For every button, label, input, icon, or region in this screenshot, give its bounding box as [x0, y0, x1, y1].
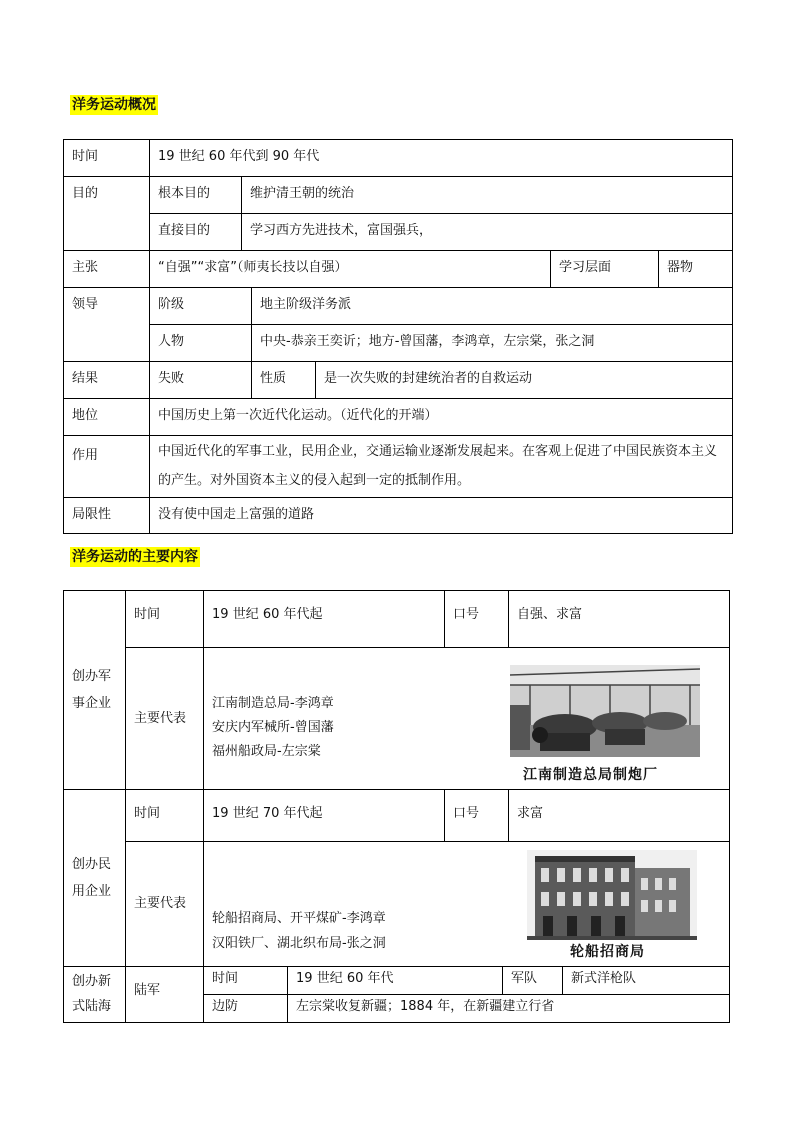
army-troops-label: 军队 [503, 967, 563, 995]
military-time-label: 时间 [126, 591, 204, 648]
military-rep-label: 主要代表 [126, 648, 204, 790]
row-result [64, 362, 733, 399]
row-purpose-root [64, 177, 733, 214]
nature-value: 是一次失败的封建统治者的自救运动 [316, 362, 733, 399]
list-item: 江南制造总局-李鸿章 [212, 696, 334, 711]
civil-time-label: 时间 [126, 790, 204, 842]
purpose-root-label: 根本目的 [150, 177, 242, 214]
row-claim [64, 251, 733, 288]
civil-rep-label: 主要代表 [126, 842, 204, 967]
class-value: 地主阶级洋务派 [252, 288, 733, 325]
civil-label: 创办民用企业 [64, 790, 126, 967]
army-time-value: 19 世纪 60 年代 [288, 967, 503, 995]
border-label: 边防 [204, 995, 288, 1023]
result-label: 结果 [64, 362, 150, 399]
limit-label: 局限性 [64, 498, 150, 534]
merchants-building-photo [527, 850, 697, 940]
result-value: 失败 [150, 362, 252, 399]
civil-time-value: 19 世纪 70 年代起 [204, 790, 445, 842]
status-value: 中国历史上第一次近代化运动。（近代化的开端） [150, 399, 733, 436]
section-heading-overview: 洋务运动概况 [72, 97, 156, 113]
row-time [64, 140, 733, 177]
people-label: 人物 [150, 325, 252, 362]
learn-level-value: 器物 [659, 251, 733, 288]
row-leader-class [64, 288, 733, 325]
arsenal-workshop-photo [510, 665, 700, 757]
effect-label: 作用 [64, 436, 150, 498]
status-label: 地位 [64, 399, 150, 436]
military-time-row [64, 591, 730, 648]
purpose-direct-value: 学习西方先进技术，富国强兵， [242, 214, 733, 251]
army-time-row [64, 967, 730, 995]
limit-value: 没有使中国走上富强的道路 [150, 498, 733, 534]
section-heading-content: 洋务运动的主要内容 [72, 549, 198, 565]
purpose-direct-label: 直接目的 [150, 214, 242, 251]
claim-value: “自强”“求富”（师夷长技以自强） [150, 251, 551, 288]
civil-slogan-label: 口号 [445, 790, 509, 842]
leader-label: 领导 [64, 288, 150, 362]
class-label: 阶级 [150, 288, 252, 325]
list-item: 轮船招商局、开平煤矿-李鸿章 [212, 911, 386, 926]
army-label: 陆军 [126, 967, 204, 1023]
military-time-value: 19 世纪 60 年代起 [204, 591, 445, 648]
row-status [64, 399, 733, 436]
learn-level-label: 学习层面 [551, 251, 659, 288]
claim-label: 主张 [64, 251, 150, 288]
civil-slogan-value: 求富 [509, 790, 730, 842]
army-troops-value: 新式洋枪队 [563, 967, 730, 995]
civil-time-row [64, 790, 730, 842]
merchants-photo-caption: 轮船招商局 [570, 944, 645, 960]
time-value: 19 世纪 60 年代到 90 年代 [150, 140, 733, 177]
row-leader-people [64, 325, 733, 362]
border-value: 左宗棠收复新疆；1884 年，在新疆建立行省 [288, 995, 730, 1023]
effect-value: 中国近代化的军事工业，民用企业，交通运输业逐渐发展起来。在客观上促进了中国民族资本主义的产生。对外国资本主义的侵入起到一定的抵制作用。 [150, 436, 733, 498]
row-purpose-direct [64, 214, 733, 251]
nature-label: 性质 [252, 362, 316, 399]
arsenal-photo-caption: 江南制造总局制炮厂 [523, 767, 658, 783]
navy-label: 创办新式陆海 [64, 967, 126, 1023]
army-time-label: 时间 [204, 967, 288, 995]
military-label: 创办军事企业 [64, 591, 126, 790]
list-item: 福州船政局-左宗棠 [212, 744, 321, 759]
list-item: 安庆内军械所-曾国藩 [212, 720, 334, 735]
purpose-root-value: 维护清王朝的统治 [242, 177, 733, 214]
row-effect [64, 436, 733, 498]
purpose-label: 目的 [64, 177, 150, 251]
military-slogan-value: 自强、求富 [509, 591, 730, 648]
people-value: 中央-恭亲王奕䜣；地方-曾国藩，李鸿章，左宗棠，张之洞 [252, 325, 733, 362]
list-item: 汉阳铁厂、湖北织布局-张之洞 [212, 936, 386, 951]
time-label: 时间 [64, 140, 150, 177]
military-slogan-label: 口号 [445, 591, 509, 648]
row-limit [64, 498, 733, 534]
overview-table [63, 139, 733, 534]
